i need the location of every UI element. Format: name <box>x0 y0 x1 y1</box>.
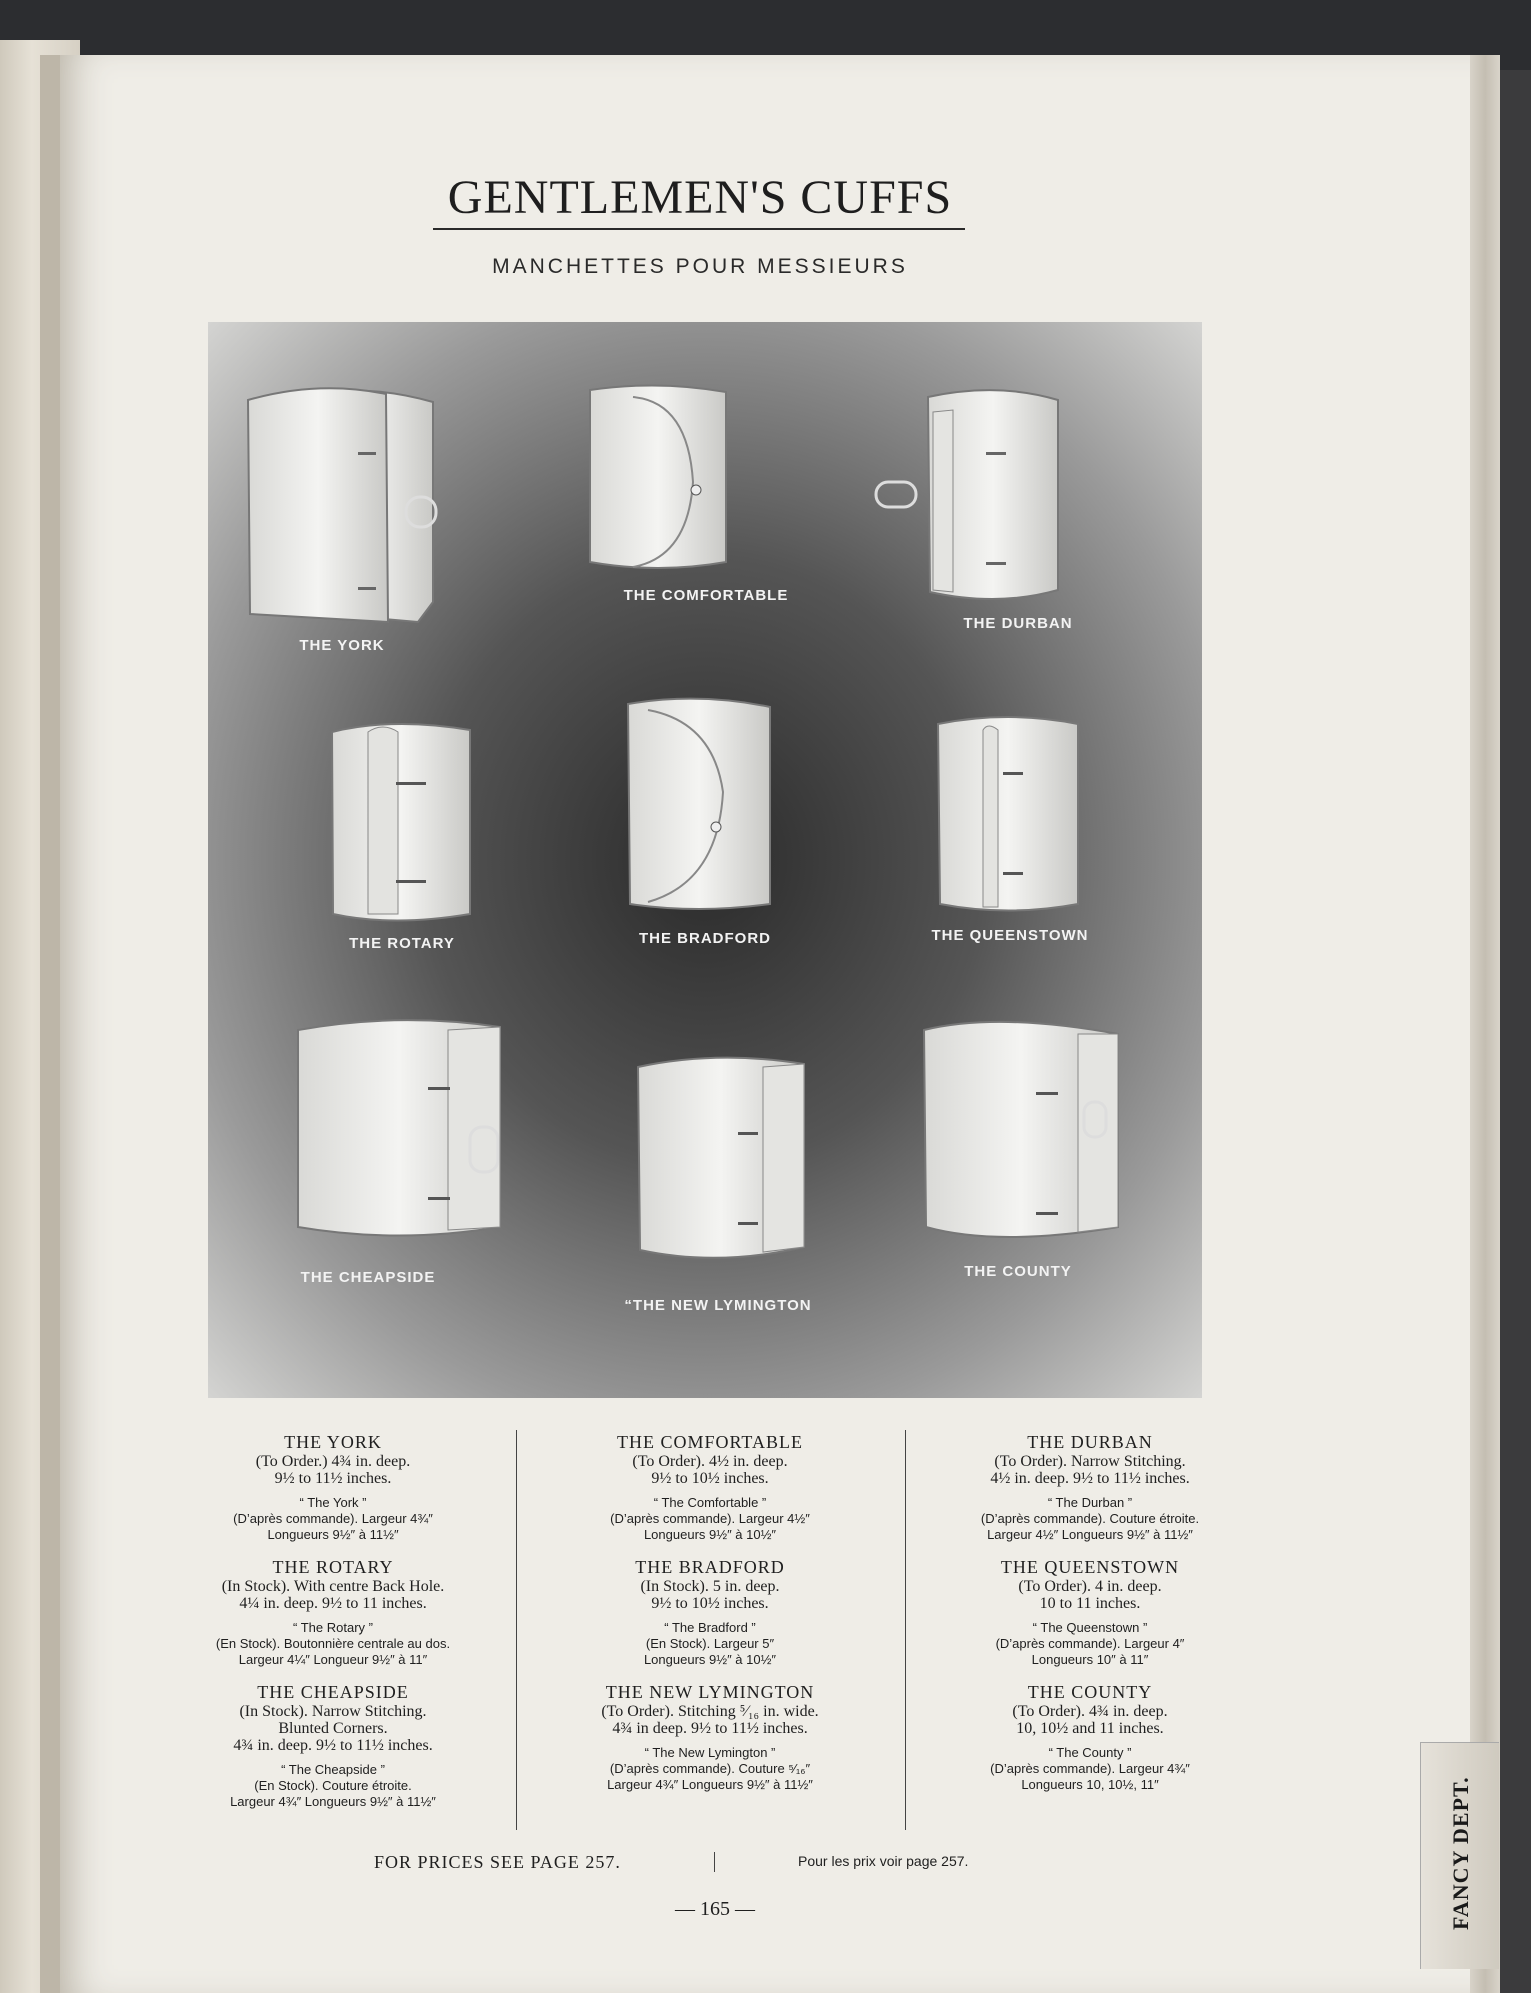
cuff-spec-english: (To Order). 4½ in. deep. <box>632 1453 788 1470</box>
cuff-name: THE CHEAPSIDE <box>257 1682 409 1702</box>
cuffs-photo-plate <box>208 322 1202 1398</box>
plate-label-rotary: THE ROTARY <box>349 935 455 952</box>
cuff-description <box>168 1557 498 1668</box>
cuff-spec-english: (In Stock). With centre Back Hole. <box>221 1578 445 1595</box>
cuff-spec-english: 9½ to 10½ inches. <box>651 1595 769 1612</box>
cuff-description <box>925 1682 1255 1793</box>
title-underline <box>433 228 965 230</box>
cuff-french-name: “ The York ” <box>299 1495 367 1510</box>
cuff-county-image <box>924 1022 1118 1237</box>
cuff-spec-english: 4¾ in. deep. 9½ to 11½ inches. <box>233 1737 433 1754</box>
plate-label-comfortable: THE COMFORTABLE <box>623 587 789 604</box>
plate-label-new-lymington: “THE NEW LYMINGTON <box>624 1297 812 1314</box>
prices-reference: FOR PRICES SEE PAGE 257. <box>374 1852 621 1872</box>
plate-label-york: THE YORK <box>299 637 385 654</box>
page-subtitle: MANCHETTES POUR MESSIEURS <box>492 255 908 278</box>
cuff-french-name: “ The Queenstown ” <box>1032 1620 1148 1635</box>
cuff-spec-french: Longueurs 10″ à 11″ <box>1031 1652 1149 1667</box>
cuff-spec-english: (To Order). Narrow Stitching. <box>994 1453 1186 1470</box>
footer-divider <box>714 1852 715 1872</box>
cuff-spec-english: 4¼ in. deep. 9½ to 11 inches. <box>239 1595 427 1612</box>
cuff-description <box>545 1432 875 1543</box>
plate-label-county: THE COUNTY <box>964 1263 1072 1280</box>
cuff-spec-french: (D’après commande). Couture ⁵⁄₁₆″ <box>609 1761 811 1776</box>
cuff-description <box>168 1682 498 1810</box>
cuff-description <box>925 1432 1255 1543</box>
cuff-rotary-image <box>332 724 470 921</box>
cuffs-illustration <box>208 322 1202 1398</box>
cuff-spec-english: 10, 10½ and 11 inches. <box>1016 1720 1164 1737</box>
column-divider <box>516 1430 517 1830</box>
cuff-spec-english: (To Order.) 4¾ in. deep. <box>255 1453 411 1470</box>
cuff-french-name: “ The Comfortable ” <box>653 1495 767 1510</box>
cuff-spec-english: (In Stock). Narrow Stitching. <box>239 1703 427 1720</box>
plate-label-bradford: THE BRADFORD <box>639 930 771 947</box>
page-gutter <box>40 55 60 1993</box>
cuff-name: THE DURBAN <box>1027 1432 1153 1452</box>
page-edge <box>1470 55 1500 1993</box>
cuff-spec-french: Largeur 4½″ Longueurs 9½″ à 11½″ <box>987 1527 1193 1542</box>
cuff-french-name: “ The Durban ” <box>1047 1495 1133 1510</box>
plate-label-cheapside: THE CHEAPSIDE <box>300 1269 436 1286</box>
cuff-spec-french: Longueurs 9½″ à 10½″ <box>643 1652 777 1667</box>
cuff-name: THE QUEENSTOWN <box>1000 1557 1180 1577</box>
cuff-spec-english: 4½ in. deep. 9½ to 11½ inches. <box>990 1470 1190 1487</box>
cuff-spec-english: (To Order). 4¾ in. deep. <box>1012 1703 1168 1720</box>
cuff-spec-french: (D’après commande). Largeur 4½″ <box>610 1511 810 1526</box>
cuff-spec-french: (En Stock). Couture étroite. <box>254 1778 412 1793</box>
cuff-spec-french: (D’après commande). Couture étroite. <box>980 1511 1200 1526</box>
cuff-spec-english: 9½ to 11½ inches. <box>274 1470 392 1487</box>
cuff-queenstown-image <box>938 717 1078 911</box>
cuff-spec-english: (To Order). Stitching ⁵⁄₁₆ in. wide. <box>601 1703 819 1720</box>
cuff-french-name: “ The Bradford ” <box>664 1620 756 1635</box>
cuff-spec-french: (En Stock). Largeur 5″ <box>645 1636 775 1651</box>
cuff-name: THE NEW LYMINGTON <box>605 1682 815 1702</box>
description-column-1 <box>168 1432 498 1824</box>
cuff-name: THE COUNTY <box>1027 1682 1153 1702</box>
cuff-spec-french: (D’après commande). Largeur 4″ <box>995 1636 1185 1651</box>
cuff-spec-english: 10 to 11 inches. <box>1039 1595 1141 1612</box>
page-number: — 165 — <box>675 1898 755 1920</box>
cuff-description <box>168 1432 498 1543</box>
cuff-spec-french: Largeur 4¼″ Longueur 9½″ à 11″ <box>238 1652 428 1667</box>
cuff-french-name: “ The Rotary ” <box>293 1620 373 1635</box>
cuff-spec-french: (En Stock). Boutonnière centrale au dos. <box>215 1636 451 1651</box>
cuff-name: THE YORK <box>284 1432 382 1452</box>
cuff-spec-french: Longueurs 9½″ à 10½″ <box>643 1527 777 1542</box>
cuff-spec-french: Largeur 4¾″ Longueurs 9½″ à 11½″ <box>230 1794 436 1809</box>
cuff-york-image <box>248 388 436 622</box>
cuff-name: THE BRADFORD <box>635 1557 785 1577</box>
cuff-spec-english: Blunted Corners. <box>278 1720 388 1737</box>
plate-label-queenstown: THE QUEENSTOWN <box>931 927 1089 944</box>
page-title: GENTLEMEN'S CUFFS <box>447 171 953 224</box>
cuff-spec-english: 9½ to 10½ inches. <box>651 1470 769 1487</box>
cuff-spec-french: Largeur 4¾″ Longueurs 9½″ à 11½″ <box>607 1777 813 1792</box>
cuff-spec-french: (D’après commande). Largeur 4¾″ <box>990 1761 1190 1776</box>
cuff-durban-image <box>876 390 1058 599</box>
cuff-description <box>545 1682 875 1793</box>
cuff-description <box>545 1557 875 1668</box>
cuff-new-lymington-image <box>638 1058 804 1258</box>
cuff-comfortable-image <box>590 385 726 568</box>
column-divider <box>905 1430 906 1830</box>
plate-label-durban: THE DURBAN <box>963 615 1073 632</box>
cuff-cheapside-image <box>298 1020 500 1235</box>
cuff-spec-french: Longueurs 9½″ à 11½″ <box>267 1527 399 1542</box>
cuff-spec-french: Longueurs 10, 10½, 11″ <box>1021 1777 1159 1792</box>
prices-reference-french: Pour les prix voir page 257. <box>798 1853 969 1869</box>
cuff-spec-english: (In Stock). 5 in. deep. <box>640 1578 780 1595</box>
section-tab-label: FANCY DEPT. <box>1448 1776 1473 1930</box>
cuff-french-name: “ The Cheapside ” <box>281 1762 385 1777</box>
cuff-name: THE COMFORTABLE <box>617 1432 803 1452</box>
cuff-bradford-image <box>628 699 770 909</box>
cuff-spec-french: (D’après commande). Largeur 4¾″ <box>233 1511 433 1526</box>
cuff-spec-english: (To Order). 4 in. deep. <box>1018 1578 1162 1595</box>
description-column-3 <box>925 1432 1255 1807</box>
description-column-2 <box>545 1432 875 1807</box>
cuff-description <box>925 1557 1255 1668</box>
cuff-french-name: “ The County ” <box>1048 1745 1132 1760</box>
cuff-spec-english: 4¾ in deep. 9½ to 11½ inches. <box>612 1720 808 1737</box>
cuff-french-name: “ The New Lymington ” <box>644 1745 776 1760</box>
cuff-name: THE ROTARY <box>272 1557 394 1577</box>
